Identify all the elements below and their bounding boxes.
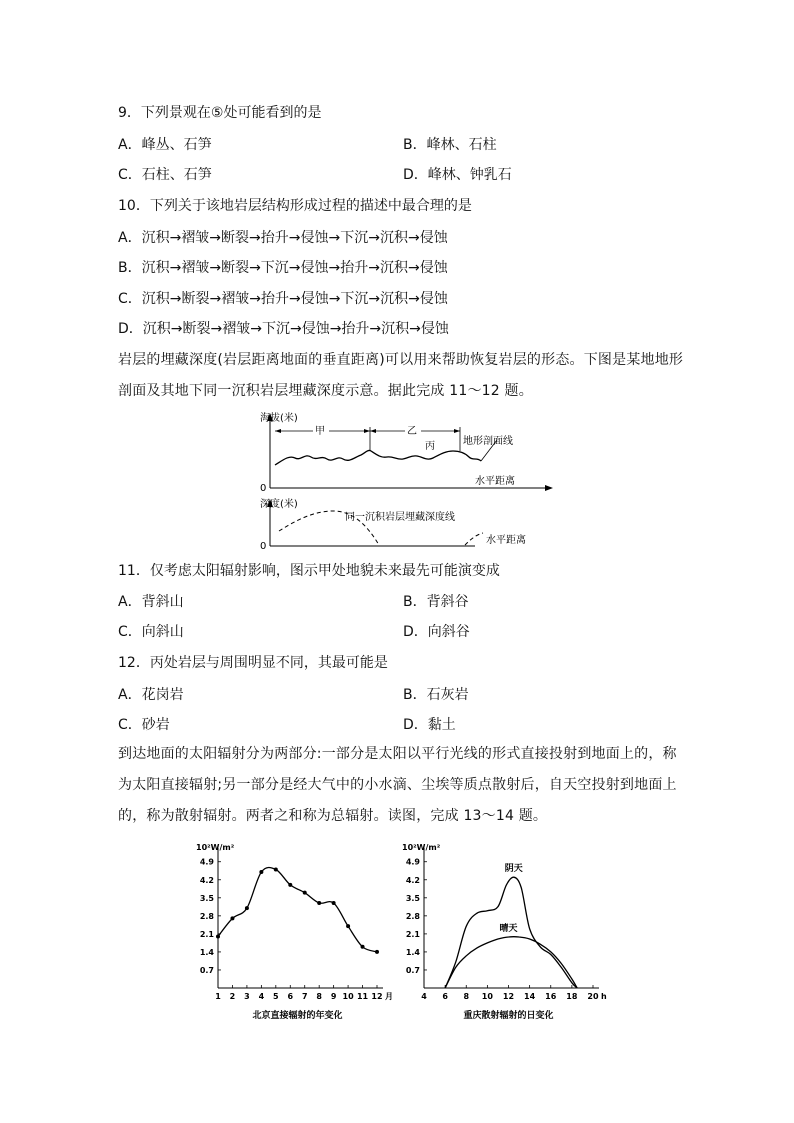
x-tick-label: 4: [421, 992, 427, 1001]
question-11-option-d: D．向斜谷: [403, 624, 470, 640]
question-10-option-b: B．沉积→褶皱→断裂→下沉→侵蚀→抬升→沉积→侵蚀: [118, 260, 448, 276]
y-tick-label: 0.7: [405, 965, 420, 975]
question-9-option-b: B．峰林、石柱: [403, 137, 497, 153]
y-tick-label: 4.2: [405, 875, 420, 885]
x-tick-label: 9: [330, 992, 337, 1001]
y-tick-label: 2.1: [199, 929, 214, 939]
x-tick-label: 8: [463, 992, 470, 1001]
data-point-month-12: [375, 950, 379, 954]
y-tick-label: 4.9: [405, 857, 420, 867]
intro-paragraph-2: 到达地面的太阳辐射分为两部分:一部分是太阳以平行光线的形式直接投射到地面上的，称为太阳直接辐射;另一部分是经大气中的小水滴、尘埃等质点散射后，自天空投射到地面上的，称为散射辐射。两者之和称为总辐射。读图，完成 13～14 题。: [118, 746, 677, 824]
x-tick-label: 10: [342, 992, 354, 1001]
x-tick-label: 18: [566, 992, 578, 1001]
chart-title: 北京直接辐射的年变化: [252, 1011, 343, 1021]
terrain-depth-figure: [255, 405, 565, 553]
y-tick-label: 1.4: [405, 947, 420, 957]
label-bing: 丙: [425, 441, 435, 452]
depth-line-label: 同一沉积岩层埋藏深度线: [345, 512, 455, 523]
data-point-month-6: [288, 883, 292, 887]
bottom-x-axis-label: 水平距离: [486, 535, 526, 546]
data-point-month-2: [230, 916, 234, 920]
x-tick-label: 8: [316, 992, 322, 1001]
x-axis-unit-label: 月: [385, 992, 393, 1001]
question-11-option-c: C．向斜山: [118, 624, 184, 640]
x-tick-label: 1: [215, 992, 221, 1001]
series-line-beijing: [218, 868, 377, 952]
x-tick-label: 4: [258, 992, 265, 1001]
question-10-stem: 10．下列关于该地岩层结构形成过程的描述中最合理的是: [118, 198, 472, 214]
question-12-option-d: D．黏土: [403, 717, 456, 733]
question-11-stem: 11．仅考虑太阳辐射影响，图示甲处地貌未来最先可能演变成: [118, 563, 500, 579]
data-point-month-10: [346, 924, 350, 928]
label-jia: 甲: [315, 426, 325, 437]
x-tick-label: 12: [371, 992, 383, 1001]
chart-beijing-direct-radiation: [192, 838, 402, 1023]
question-11-option-b: B．背斜谷: [403, 594, 469, 610]
y-axis-unit-label: 10²W/m²: [196, 843, 235, 852]
question-9-option-a: A．峰丛、石笋: [118, 137, 212, 153]
y-tick-label: 1.4: [199, 947, 214, 957]
question-9-stem: 9．下列景观在⑤处可能看到的是: [118, 105, 322, 121]
x-tick-label: 2: [229, 992, 236, 1001]
terrain-profile-label: 地形剖面线: [463, 436, 513, 447]
question-12-option-a: A．花岗岩: [118, 687, 184, 703]
top-origin-label: 0: [260, 483, 267, 494]
top-y-axis-label: 海拔(米): [260, 413, 298, 424]
data-point-month-3: [245, 906, 249, 910]
data-point-month-8: [317, 901, 321, 905]
y-tick-label: 3.5: [405, 893, 420, 903]
chart-title: 重庆散射辐射的日变化: [463, 1011, 554, 1021]
bottom-origin-label: 0: [260, 541, 267, 552]
x-tick-label: 11: [356, 992, 369, 1001]
chart-chongqing-diffuse-radiation: [398, 838, 613, 1023]
data-point-month-11: [361, 945, 365, 949]
x-axis-unit-label: h: [601, 992, 607, 1001]
x-tick-label: 16: [545, 992, 557, 1001]
x-tick-label: 6: [287, 992, 294, 1001]
x-tick-label: 10: [481, 992, 493, 1001]
question-10-option-c: C．沉积→断裂→褶皱→抬升→侵蚀→下沉→沉积→侵蚀: [118, 291, 448, 307]
question-12-option-b: B．石灰岩: [403, 687, 469, 703]
y-tick-label: 2.8: [405, 911, 420, 921]
x-tick-label: 5: [273, 992, 279, 1001]
question-11-option-a: A．背斜山: [118, 594, 184, 610]
y-tick-label: 2.8: [199, 911, 214, 921]
top-x-axis-label: 水平距离: [475, 476, 515, 487]
terrain-profile-line: [275, 450, 481, 465]
y-tick-label: 4.9: [199, 857, 214, 867]
data-point-month-5: [274, 867, 278, 871]
series-label-cloudy: 阴天: [504, 864, 523, 875]
x-tick-label: 6: [442, 992, 448, 1001]
intro-paragraph-1: 岩层的埋藏深度(岩层距离地面的垂直距离)可以用来帮助恢复岩层的形态。下图是某地地形剖面及其地下同一沉积岩层埋藏深度示意。据此完成 11～12 题。: [118, 352, 684, 399]
y-tick-label: 0.7: [199, 965, 214, 975]
question-9-option-c: C．石柱、石笋: [118, 167, 212, 183]
y-tick-label: 4.2: [199, 875, 214, 885]
x-tick-label: 20: [587, 992, 599, 1001]
x-tick-label: 3: [244, 992, 250, 1001]
data-point-month-4: [259, 870, 263, 874]
x-tick-label: 14: [524, 992, 536, 1001]
question-9-option-d: D．峰林、钟乳石: [403, 167, 512, 183]
label-yi: 乙: [407, 426, 417, 437]
y-axis-unit-label: 10²W/m²: [402, 843, 441, 852]
data-point-month-1: [216, 934, 220, 938]
question-12-option-c: C．砂岩: [118, 717, 170, 733]
y-tick-label: 3.5: [199, 893, 214, 903]
series-label-sunny: 晴天: [499, 923, 518, 934]
y-tick-label: 2.1: [405, 929, 420, 939]
question-12-stem: 12．丙处岩层与周围明显不同，其最可能是: [118, 655, 388, 671]
bottom-y-axis-label: 深度(米): [260, 499, 298, 510]
x-tick-label: 12: [502, 992, 515, 1001]
question-10-option-d: D．沉积→断裂→褶皱→下沉→侵蚀→抬升→沉积→侵蚀: [118, 321, 449, 337]
data-point-month-7: [303, 891, 307, 895]
data-point-month-9: [332, 901, 336, 905]
question-10-option-a: A．沉积→褶皱→断裂→抬升→侵蚀→下沉→沉积→侵蚀: [118, 230, 448, 246]
x-tick-label: 7: [301, 992, 308, 1001]
